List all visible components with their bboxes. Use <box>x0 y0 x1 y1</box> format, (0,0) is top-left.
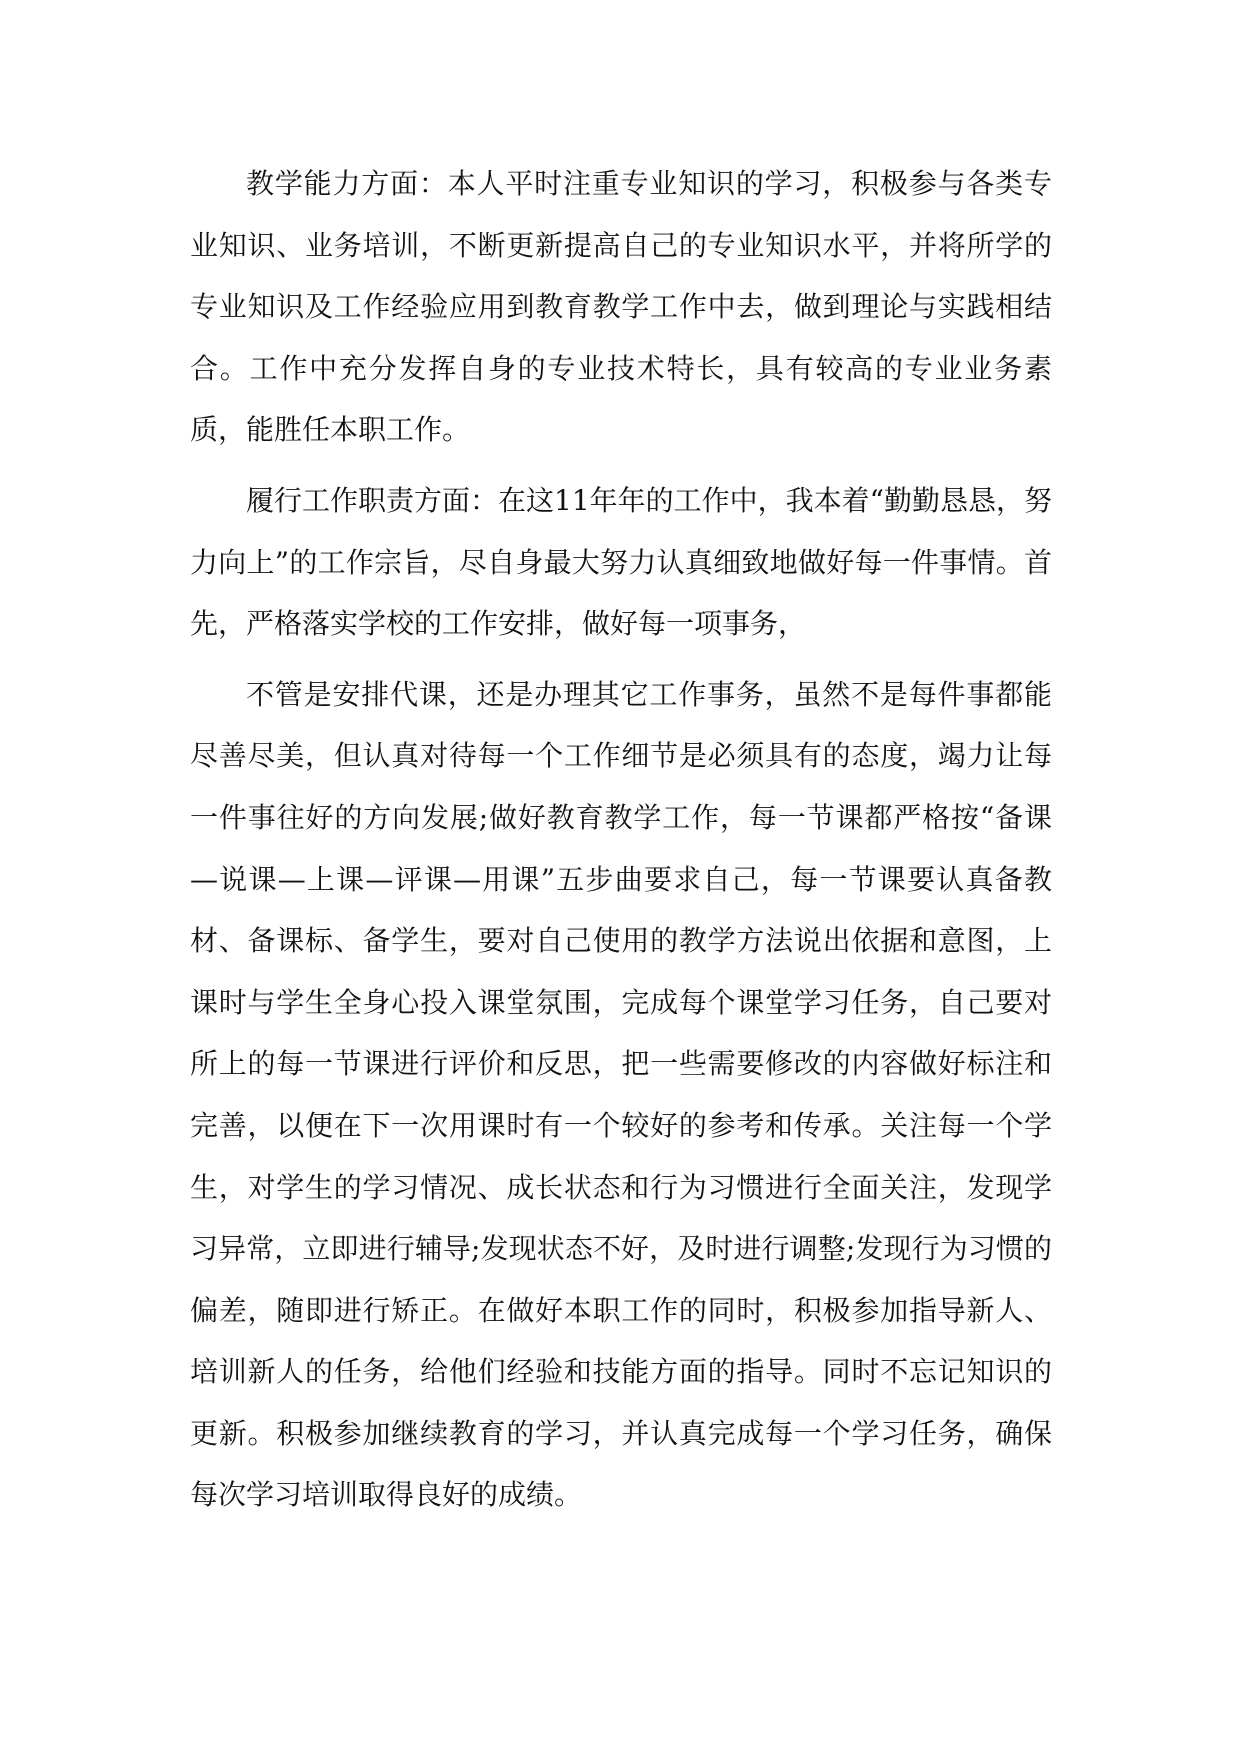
paragraph-work-details: 不管是安排代课，还是办理其它工作事务，虽然不是每件事都能尽善尽美，但认真对待每一个工作细节是必须具有的态度，竭力让每一件事往好的方向发展;做好教育教学工作，每一节课都严格按“备课—说课—上课—评课—用课”五步曲要求自己，每一节课要认真备教材、备课标、备学生，要对自己使用的教学方法说出依据和意图，上课时与学生全身心投入课堂氛围，完成每个课堂学习任务，自己要对所上的每一节课进行评价和反思，把一些需要修改的内容做好标注和完善，以便在下一次用课时有一个较好的参考和传承。关注每一个学生，对学生的学习情况、成长状态和行为习惯进行全面关注，发现学习异常，立即进行辅导;发现状态不好，及时进行调整;发现行为习惯的偏差，随即进行矫正。在做好本职工作的同时，积极参加指导新人、培训新人的任务，给他们经验和技能方面的指导。同时不忘记知识的更新。积极参加继续教育的学习，并认真完成每一个学习任务，确保每次学习培训取得良好的成绩。 <box>190 677 1052 1512</box>
document-body <box>190 153 1052 1535</box>
paragraph-job-duties: 履行工作职责方面：在这11年年的工作中，我本着“勤勤恳恳，努力向上”的工作宗旨，尽自身最大努力认真细致地做好每一件事情。首先，严格落实学校的工作安排，做好每一项事务， <box>190 483 1052 641</box>
paragraph-teaching-ability: 教学能力方面：本人平时注重专业知识的学习，积极参与各类专业知识、业务培训，不断更新提高自己的专业知识水平，并将所学的专业知识及工作经验应用到教育教学工作中去，做到理论与实践相结合。工作中充分发挥自身的专业技术特长，具有较高的专业业务素质，能胜任本职工作。 <box>190 167 1052 447</box>
